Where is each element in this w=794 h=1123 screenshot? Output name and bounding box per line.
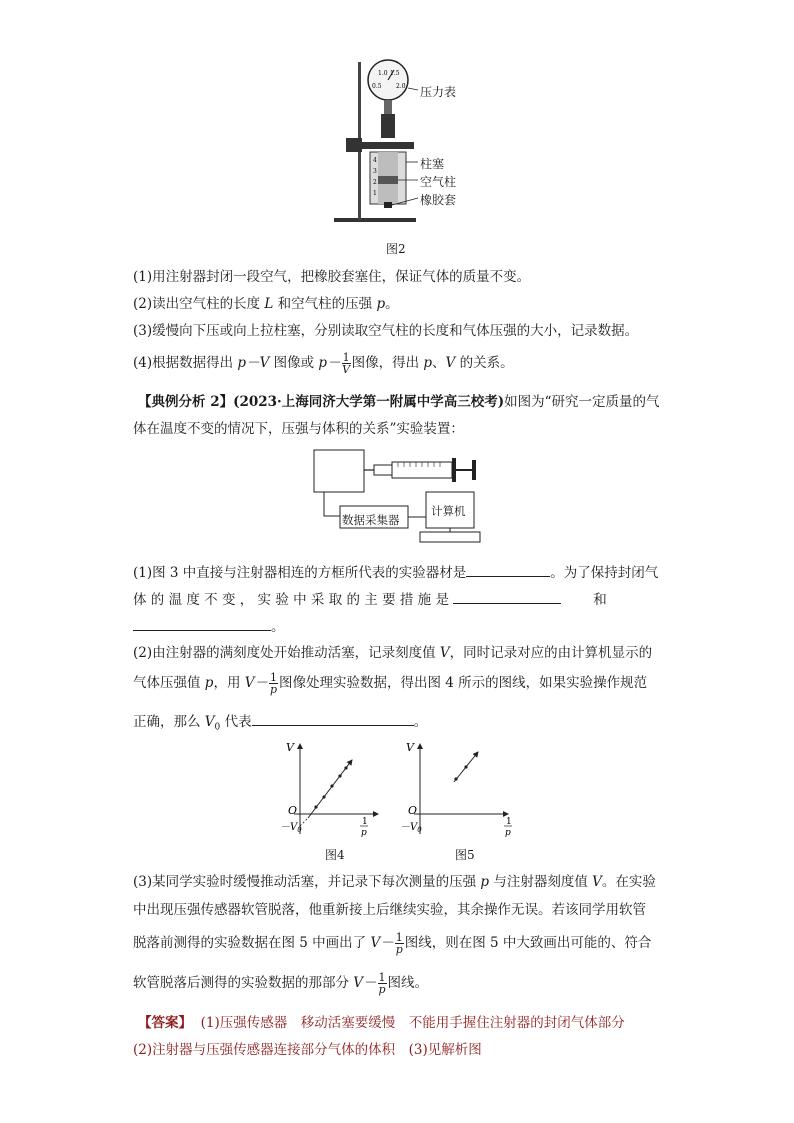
fig4-point (314, 805, 317, 808)
q2-blank[interactable] (252, 711, 414, 726)
fig4-caption: 图4 (325, 848, 345, 862)
answer-line-2: (2)注射器与压强传感器连接部分气体的体积 (3)见解析图 (133, 1042, 482, 1058)
fig4-point (344, 766, 347, 769)
answer-tag: 【答案】 (138, 1015, 192, 1031)
gauge-tick-0: 0.5 (372, 83, 382, 90)
fig2-apparatus (330, 58, 480, 230)
step-2: (2)读出空气柱的长度 L 和空气柱的压强 p。 (133, 296, 399, 312)
label-plunger: 柱塞 (420, 157, 445, 171)
frac-1-over-V: $\frac{1}{V}$ (342, 351, 351, 376)
q1-blank-1[interactable] (466, 562, 550, 577)
q3-line-3: 脱落前测得的实验数据在图 5 中画出了 V－ $\frac{1}{p}$ 图线，则在图 5 中大致画出可能的、符合 (133, 931, 652, 956)
step-4: (4)根据数据得出 p－V 图像或 p－ $\frac{1}{V}$ 图像，得出 p、V 的关系。 (133, 351, 514, 376)
q1-blank-3[interactable] (133, 616, 271, 631)
q1-line-3: 。 (133, 616, 285, 637)
example-tag: 【典例分析 2】 (138, 394, 234, 410)
scale-num-1: 3 (373, 168, 377, 175)
fig5-negv0-label: $-V_0$ (400, 822, 422, 834)
collector-label: 数据采集器 (342, 513, 400, 527)
fig4-x-num: 1 (362, 817, 368, 827)
gauge-stem (384, 100, 392, 114)
answer-line-1: 【答案】 (1)压强传感器 移动活塞要缓慢 不能用手握住注射器的封闭气体部分 (138, 1015, 625, 1031)
fig5-x-num: 1 (506, 817, 512, 827)
label-air-column: 空气柱 (420, 175, 457, 189)
q3-line-1: (3)某同学实验时缓慢推动活塞，并记录下每次测量的压强 p 与注射器刻度值 V。在实验 (133, 874, 656, 890)
example-line-2: 体在温度不变的情况下，压强与体积的关系”实验装置： (133, 421, 464, 437)
q3-line-2: 中出现压强传感器软管脱落，他重新接上后继续实验，其余操作无误。若该同学用软管 (133, 902, 646, 918)
fig4-o-label: O (288, 804, 298, 817)
gauge-tick-3: 2.0 (396, 83, 406, 90)
label-rubber-cap: 橡胶套 (420, 193, 457, 207)
rubber-cap (384, 202, 392, 208)
fig5-caption: 图5 (455, 848, 475, 862)
q2-line-1: (2)由注射器的满刻度处开始推动活塞，记录刻度值 V，同时记录对应的由计算机显示的 (133, 645, 653, 661)
frac-1-over-p-q2: $\frac{1}{p}$ (269, 671, 278, 696)
fig2-caption: 图2 (386, 242, 406, 256)
fig5-point (464, 765, 467, 768)
gauge-tick-2: 1.5 (390, 70, 400, 77)
frac-1-over-p-q3a: $\frac{1}{p}$ (395, 931, 403, 956)
q1-blank-2[interactable] (453, 589, 561, 604)
example-line-1: 【典例分析 2】(2023·上海同济大学第一附属中学高三校考)如图为“研究一定质量的气 (138, 394, 660, 410)
fig5-x-den: p (505, 828, 511, 838)
fig3-apparatus (312, 448, 492, 550)
fig4-point (330, 784, 333, 787)
computer-label: 计算机 (431, 504, 466, 518)
fig4-negv0-label: $-V_0$ (280, 822, 302, 834)
scale-num-2: 2 (373, 179, 377, 186)
q2-line-3: 正确，那么 $V_0$ 代表 。 (133, 711, 427, 738)
stand-base (334, 218, 416, 222)
sensor-box (314, 450, 364, 492)
fig5-o-label: O (408, 804, 418, 817)
step-1: (1)用注射器封闭一段空气，把橡胶套塞住，保证气体的质量不变。 (133, 269, 531, 285)
fig5-point (454, 777, 457, 780)
q1-line-1: (1)图 3 中直接与注射器相连的方框所代表的实验器材是 。为了保持封闭气 (133, 562, 658, 583)
fig5-v-label: V (406, 741, 414, 754)
fig4-x-den: p (361, 828, 367, 838)
fig4-point (338, 774, 341, 777)
frac-1-over-p-q3b: $\frac{1}{p}$ (378, 971, 386, 996)
step-3: (3)缓慢向下压或向上拉柱塞，分别读取空气柱的长度和气体压强的大小，记录数据。 (133, 323, 639, 339)
gauge-tick-1: 1.0 (378, 70, 388, 77)
label-gauge: 压力表 (420, 85, 457, 99)
computer-keyboard (420, 532, 480, 542)
q3-line-4: 软管脱落后测得的实验数据的那部分 V－ $\frac{1}{p}$ 图线。 (133, 971, 429, 996)
fig5-graph (400, 738, 520, 842)
q2-line-2: 气体压强值 p，用 V－ $\frac{1}{p}$ 图像处理实验数据，得出图 4 所示的图线，如果实验操作规范 (133, 671, 648, 696)
clamp-arm (358, 142, 414, 149)
example-source: (2023·上海同济大学第一附属中学高三校考) (233, 394, 505, 410)
scale-num-3: 1 (373, 190, 377, 197)
scale-num-0: 4 (373, 157, 377, 164)
plunger (378, 176, 398, 184)
fig4-point (322, 795, 325, 798)
fig4-graph (280, 738, 390, 842)
gauge-connector (381, 114, 395, 138)
fig4-v-label: V (286, 741, 294, 754)
q1-line-2: 体 的 温 度 不 变 ， 实 验 中 采 取 的 主 要 措 施 是 和 (133, 589, 607, 610)
